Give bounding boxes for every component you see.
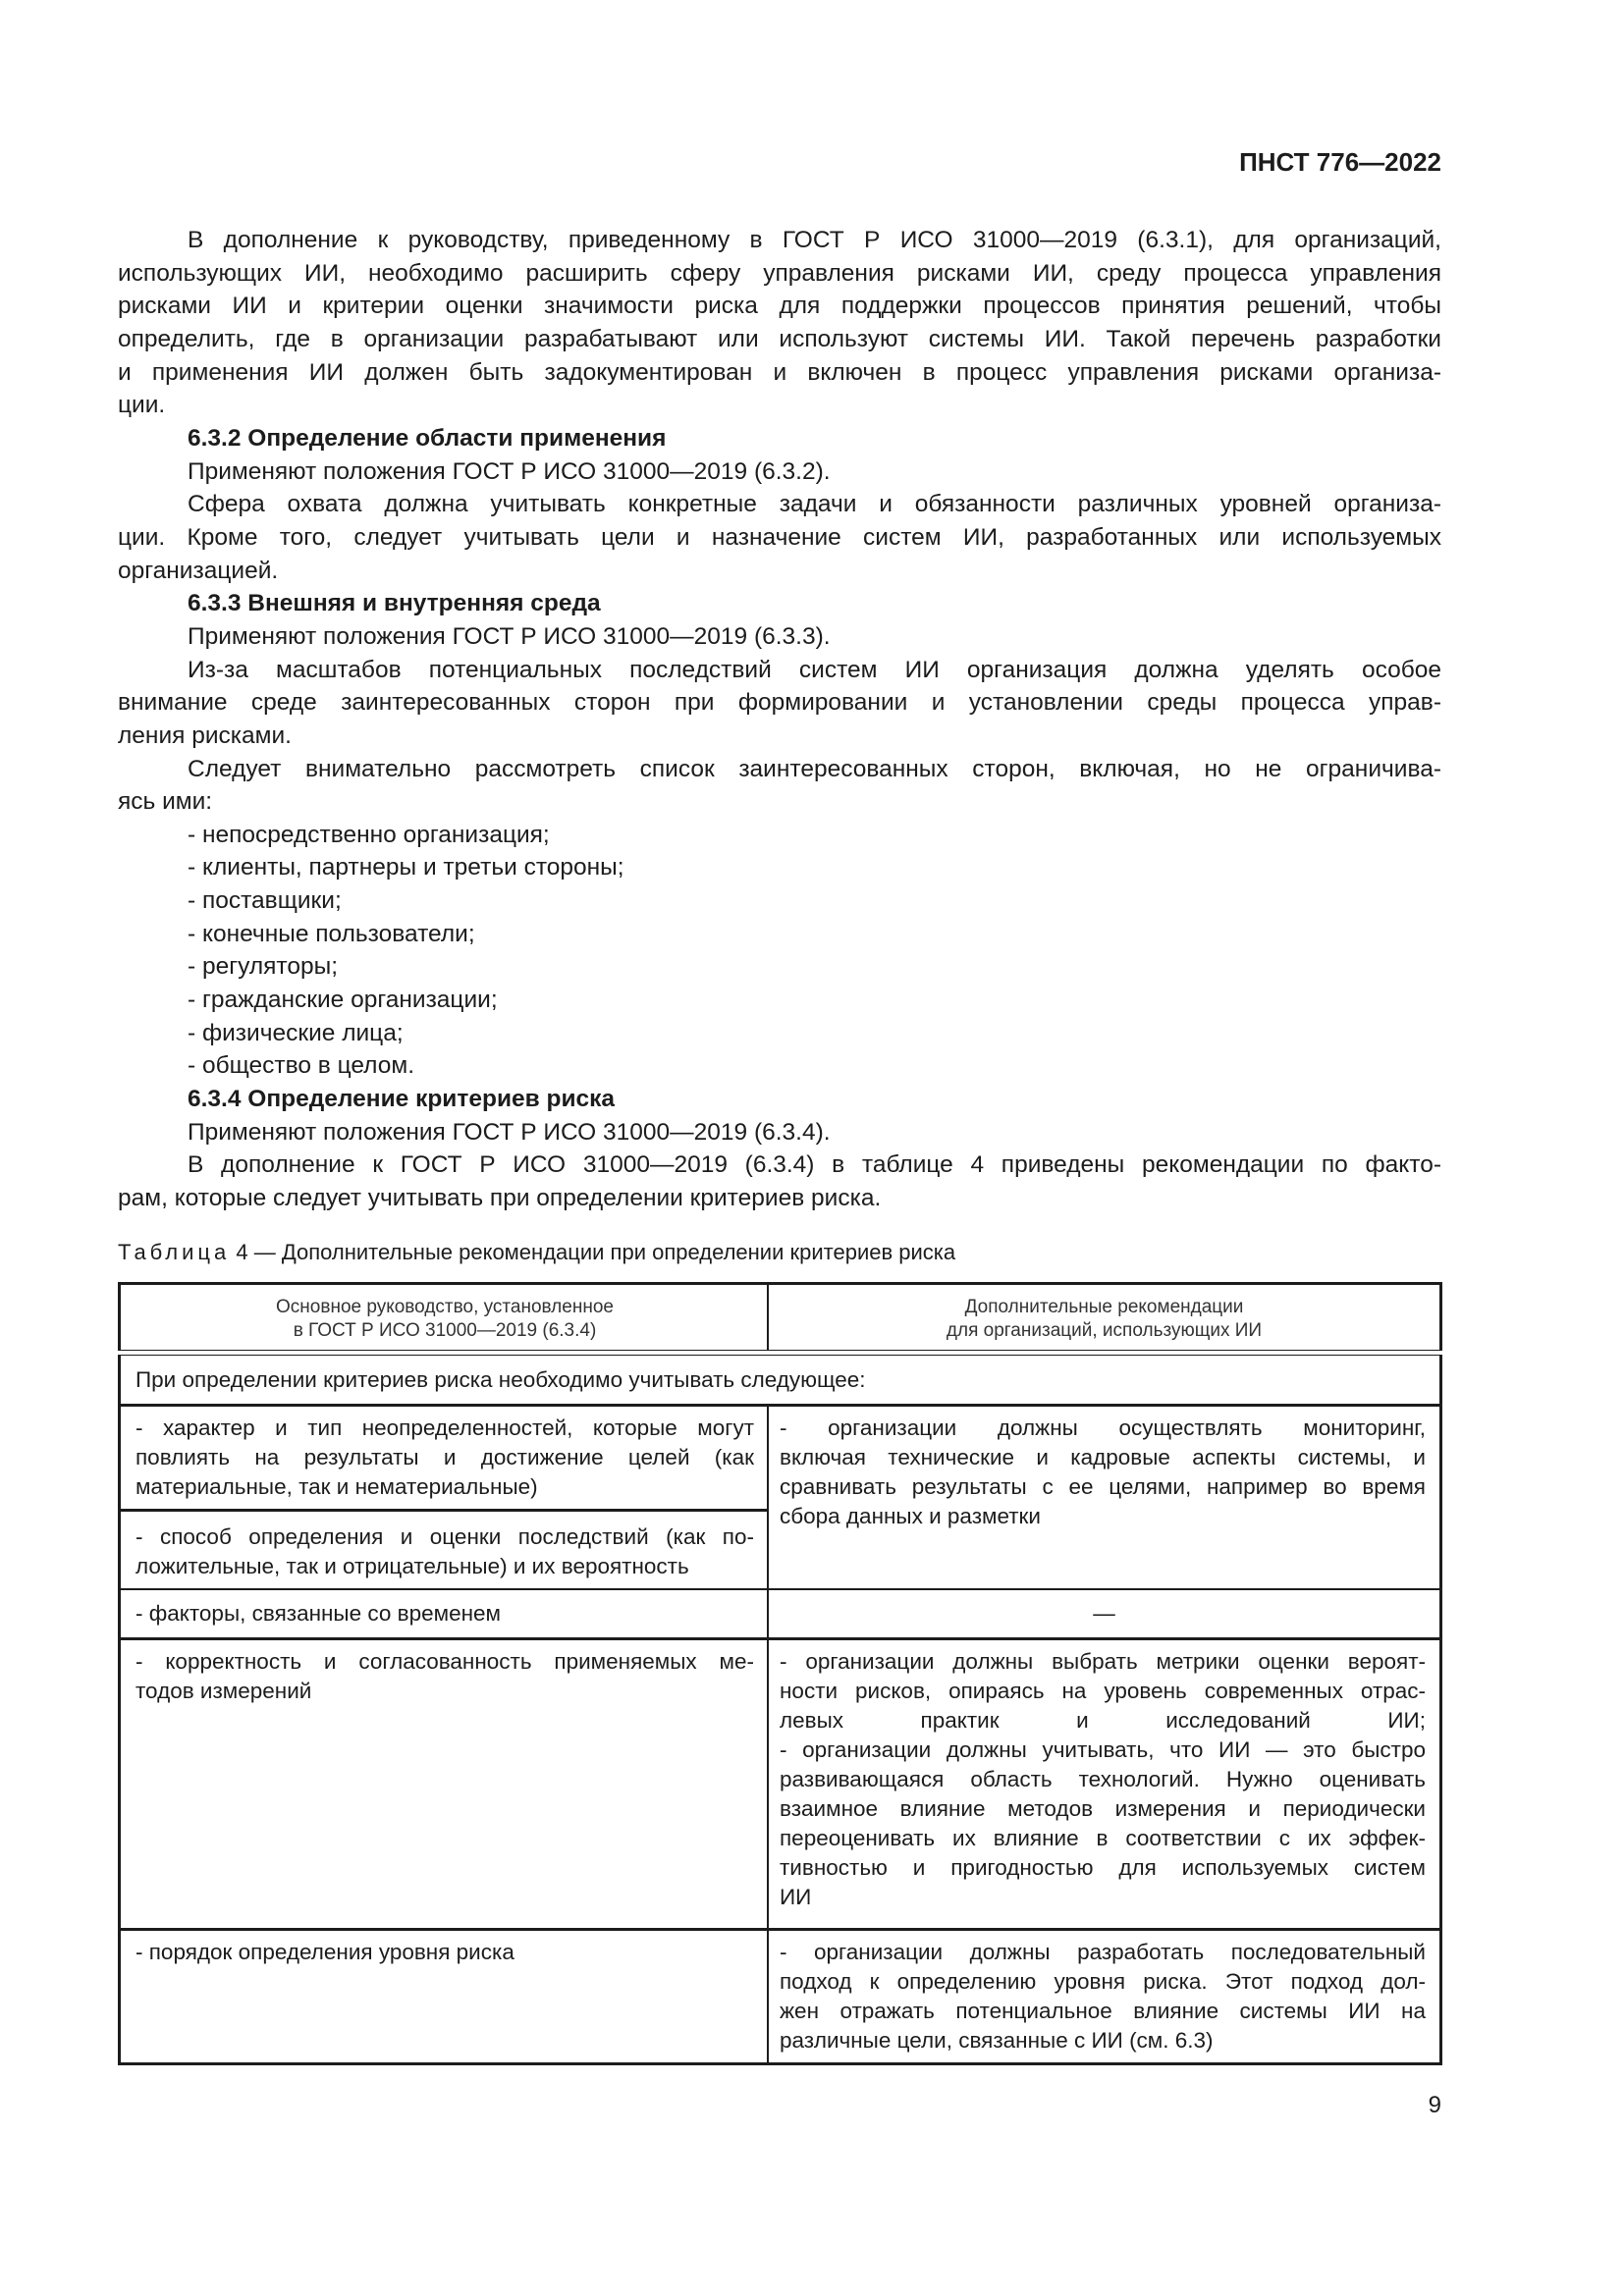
- cell-left-2: [118, 1510, 769, 1590]
- table-caption-text: 4 — Дополнительные рекомендации при определении критериев риска: [230, 1240, 956, 1264]
- cell-line: ложительные, так и отрицательные) и их вероятность: [135, 1554, 689, 1578]
- cell-line: сравнивать результаты с ее целями, например во время: [780, 1474, 1426, 1499]
- table-caption: [118, 1240, 955, 1265]
- cell-right-5: [767, 1929, 1442, 2065]
- cell-line: тодов измерений: [135, 1679, 312, 1703]
- list-item: - конечные пользователи;: [188, 920, 475, 947]
- cell-line: материальные, так и нематериальные): [135, 1474, 538, 1499]
- paragraph-line: В дополнение к ГОСТ Р ИСО 31000—2019 (6.3.4) в таблице 4 приведены рекомендации по факто-: [188, 1151, 1441, 1179]
- cell-line: Дополнительные рекомендации: [964, 1297, 1244, 1317]
- cell-line: подход к определению уровня риска. Этот подход дол-: [780, 1969, 1426, 1994]
- column-header-basic: [118, 1282, 769, 1351]
- list-item: - общество в целом.: [188, 1052, 415, 1080]
- paragraph-line: рам, которые следует учитывать при определении критериев риска.: [118, 1185, 882, 1212]
- paragraph-line: Сфера охвата должна учитывать конкретные задачи и обязанности различных уровней организа-: [188, 491, 1441, 518]
- list-item: - клиенты, партнеры и третьи стороны;: [188, 854, 624, 881]
- cell-line: взаимное влияние методов измерения и периодически: [780, 1796, 1426, 1821]
- cell-line: Основное руководство, установленное: [276, 1297, 614, 1317]
- cell-line: - способ определения и оценки последствий (как по-: [135, 1524, 754, 1549]
- cell-line: для организаций, использующих ИИ: [946, 1320, 1263, 1341]
- paragraph-line: организацией.: [118, 557, 279, 584]
- cell-line: сбора данных и разметки: [780, 1504, 1041, 1528]
- table-caption-label: Таблица: [118, 1240, 231, 1264]
- cell-line: переоценивать их влияние в соответствии с их эффек-: [780, 1826, 1426, 1850]
- section-heading: 6.3.3 Внешняя и внутренняя среда: [188, 590, 601, 617]
- document-code: ПНСТ 776—2022: [1239, 147, 1441, 177]
- cell-line: - характер и тип неопределенностей, которые могут: [135, 1415, 754, 1440]
- paragraph-line: Применяют положения ГОСТ Р ИСО 31000—2019 (6.3.4).: [188, 1118, 831, 1146]
- cell-line: различные цели, связанные с ИИ (см. 6.3): [780, 2028, 1214, 2053]
- span-row: [118, 1355, 1442, 1407]
- paragraph-line: ции. Кроме того, следует учитывать цели и назначение систем ИИ, разработанных или используемых: [118, 523, 1441, 551]
- paragraph-line: ясь ими:: [118, 788, 213, 816]
- paragraph-line: и применения ИИ должен быть задокументирован и включен в процесс управления рисками организа-: [118, 358, 1441, 386]
- cell-line: - порядок определения уровня риска: [135, 1940, 514, 1964]
- list-item: - физические лица;: [188, 1019, 404, 1046]
- cell-line: - факторы, связанные со временем: [135, 1601, 502, 1626]
- list-item: - гражданские организации;: [188, 987, 498, 1014]
- paragraph-line: ления рисками.: [118, 721, 292, 749]
- list-item: - поставщики;: [188, 887, 342, 915]
- paragraph-line: внимание среде заинтересованных сторон при формировании и установлении среды процесса управ-: [118, 689, 1441, 717]
- paragraph-line: ции.: [118, 392, 166, 419]
- cell-line: развивающаяся область технологий. Нужно оценивать: [780, 1767, 1426, 1791]
- cell-line: ИИ: [780, 1885, 812, 1909]
- cell-right-3: [767, 1588, 1442, 1640]
- cell-line: - корректность и согласованность применяемых ме-: [135, 1649, 754, 1674]
- cell-line: в ГОСТ Р ИСО 31000—2019 (6.3.4): [293, 1320, 597, 1341]
- cell-line: включая технические и кадровые аспекты системы, и: [780, 1445, 1426, 1469]
- paragraph-line: В дополнение к руководству, приведенному в ГОСТ Р ИСО 31000—2019 (6.3.1), для организаций,: [188, 227, 1441, 253]
- dash: —: [1093, 1601, 1115, 1626]
- cell-line: жен отражать потенциальное влияние системы ИИ на: [780, 1999, 1426, 2023]
- cell-line: повлиять на результаты и достижение целей (как: [135, 1445, 754, 1469]
- section-heading: 6.3.2 Определение области применения: [188, 424, 667, 452]
- cell-line: - организации должны разработать последовательный: [780, 1940, 1426, 1964]
- column-header-additional: [767, 1282, 1442, 1351]
- paragraph-line: определить, где в организации разрабатывают или используют системы ИИ. Такой перечень разработки: [118, 325, 1441, 352]
- cell-left-5: [118, 1929, 769, 2065]
- paragraph-line: использующих ИИ, необходимо расширить сферу управления рисками ИИ, среду процесса управления: [118, 259, 1441, 287]
- list-item: - непосредственно организация;: [188, 821, 550, 848]
- cell-line: - организации должны выбрать метрики оценки вероят-: [780, 1649, 1426, 1674]
- cell-left-1: [118, 1405, 769, 1512]
- cell-line: тивностью и пригодностью для используемых систем: [780, 1855, 1426, 1880]
- paragraph-line: рисками ИИ и критерии оценки значимости риска для поддержки процессов принятия решений, чтобы: [118, 293, 1441, 320]
- cell-line: левых практик и исследований ИИ;: [780, 1708, 1426, 1733]
- paragraph-line: Применяют положения ГОСТ Р ИСО 31000—2019 (6.3.3).: [188, 622, 831, 650]
- cell-left-3: [118, 1588, 769, 1640]
- body-text: [118, 224, 1441, 1215]
- paragraph-line: Применяют положения ГОСТ Р ИСО 31000—2019 (6.3.2).: [188, 457, 831, 485]
- paragraph-line: Из-за масштабов потенциальных последствий систем ИИ организация должна уделять особое: [188, 656, 1441, 683]
- cell-line: ности рисков, опираясь на уровень современных отрас-: [780, 1679, 1426, 1703]
- cell-line: - организации должны осуществлять мониторинг,: [780, 1415, 1426, 1440]
- paragraph-line: Следует внимательно рассмотреть список заинтересованных сторон, включая, но не ограничива-: [188, 755, 1441, 782]
- list-item: - регуляторы;: [188, 953, 339, 981]
- page-number: 9: [1428, 2092, 1441, 2118]
- cell-left-4: [118, 1638, 769, 1931]
- section-heading: 6.3.4 Определение критериев риска: [188, 1086, 616, 1113]
- cell-right-1-2: [767, 1405, 1442, 1590]
- cell-line: - организации должны учитывать, что ИИ — это быстро: [780, 1737, 1426, 1762]
- span-row-text: При определении критериев риска необходимо учитывать следующее:: [135, 1367, 866, 1392]
- cell-right-4: [767, 1638, 1442, 1931]
